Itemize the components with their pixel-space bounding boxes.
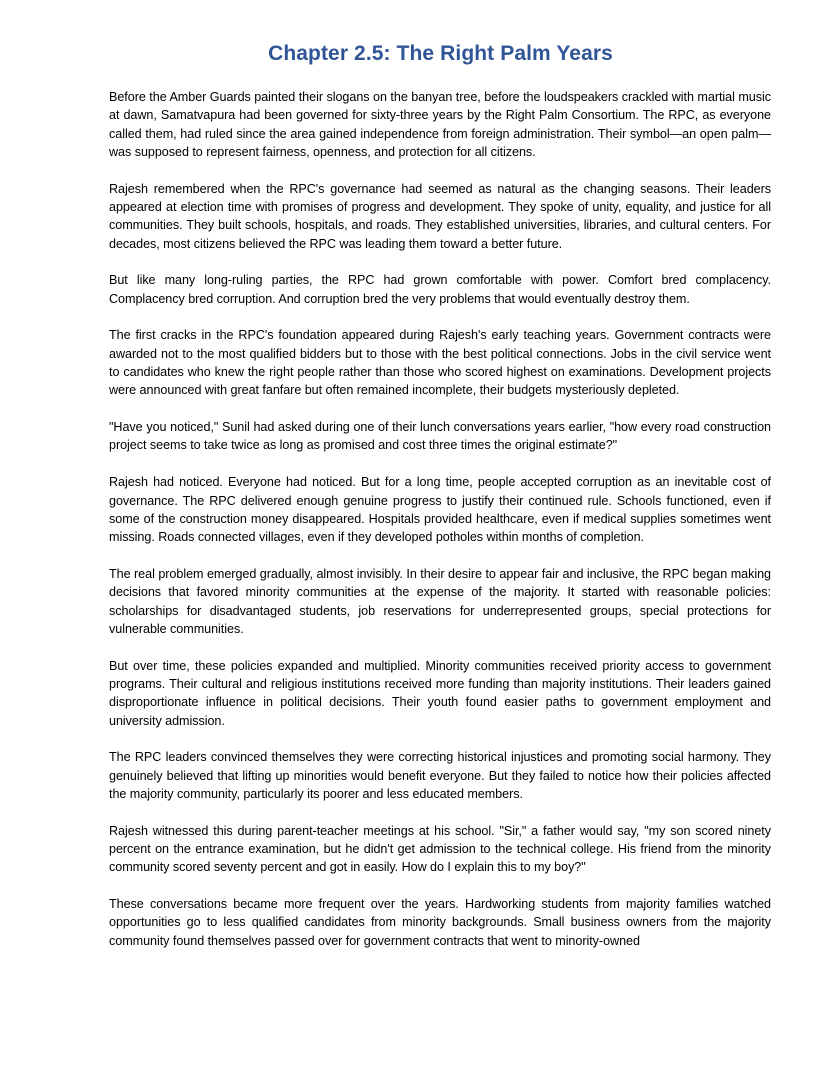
paragraph-3: But like many long-ruling parties, the RPC had grown comfortable with power. Comfort bred complacency. Complacency bred corruption. And corruption bred the very problems that would eventually destroy them. (109, 273, 771, 306)
paragraph-7: The real problem emerged gradually, almost invisibly. In their desire to appear fair and inclusive, the RPC began making decisions that favored minority communities at the expense of the majority. It started with reasonable policies: scholarships for disadvantaged students, job reservations for underrepresented groups, special protections for vulnerable communities. (109, 566, 771, 636)
chapter-body (109, 88, 771, 968)
paragraph-9: The RPC leaders convinced themselves they were correcting historical injustices and promoting social harmony. They genuinely believed that lifting up minorities would benefit everyone. But they failed to notice how their policies affected the majority community, particularly its poorer and less educated members. (109, 750, 771, 801)
paragraph-1: Before the Amber Guards painted their slogans on the banyan tree, before the loudspeakers crackled with martial music at dawn, Samatvapura had been governed for sixty-three years by the Right Palm Consortium. The RPC, as everyone called them, had ruled since the area gained independence from foreign administration. Their symbol—an open palm—was supposed to represent fairness, openness, and protection for all citizens. (109, 90, 771, 159)
chapter-title: Chapter 2.5: The Right Palm Years (268, 42, 613, 65)
paragraph-5: "Have you noticed," Sunil had asked during one of their lunch conversations years earlier, "how every road construction project seems to take twice as long as promised and cost three times the original estimate?" (109, 420, 771, 453)
paragraph-2: Rajesh remembered when the RPC's governance had seemed as natural as the changing seasons. Their leaders appeared at election time with promises of progress and development. They spoke of unity, equality, and justice for all communities. They built schools, hospitals, and roads. They established universities, libraries, and cultural centers. For decades, most citizens believed the RPC was leading them toward a better future. (109, 181, 771, 251)
paragraph-6: Rajesh had noticed. Everyone had noticed. But for a long time, people accepted corruption as an inevitable cost of governance. The RPC delivered enough genuine progress to justify their continued rule. Schools functioned, even if some of the construction money disappeared. Hospitals provided healthcare, even if medical supplies sometimes went missing. Roads connected villages, even if they developed potholes within months of completion. (109, 475, 771, 545)
paragraph-11: These conversations became more frequent over the years. Hardworking students from majority families watched opportunities go to less qualified candidates from minority backgrounds. Small business owners from the majority community found themselves passed over for government contracts that went to minority-owned (109, 897, 771, 948)
paragraph-10: Rajesh witnessed this during parent-teacher meetings at his school. "Sir," a father would say, "my son scored ninety percent on the entrance examination, but he didn't get admission to the technical college. His friend from the minority community scored seventy percent and got in easily. How do I explain this to my boy?" (109, 823, 771, 875)
paragraph-8: But over time, these policies expanded and multiplied. Minority communities received priority access to government programs. Their cultural and religious institutions received more funding than majority institutions. Their leaders gained disproportionate influence in political decisions. Their youth found easier paths to government employment and university admission. (109, 658, 771, 728)
paragraph-4: The first cracks in the RPC's foundation appeared during Rajesh's early teaching years. Government contracts were awarded not to the most qualified bidders but to those with the best political connections. Jobs in the civil service went to candidates who knew the right people rather than those who scored highest on examinations. Development projects were announced with great fanfare but often remained incomplete, their budgets mysteriously depleted. (109, 328, 771, 398)
